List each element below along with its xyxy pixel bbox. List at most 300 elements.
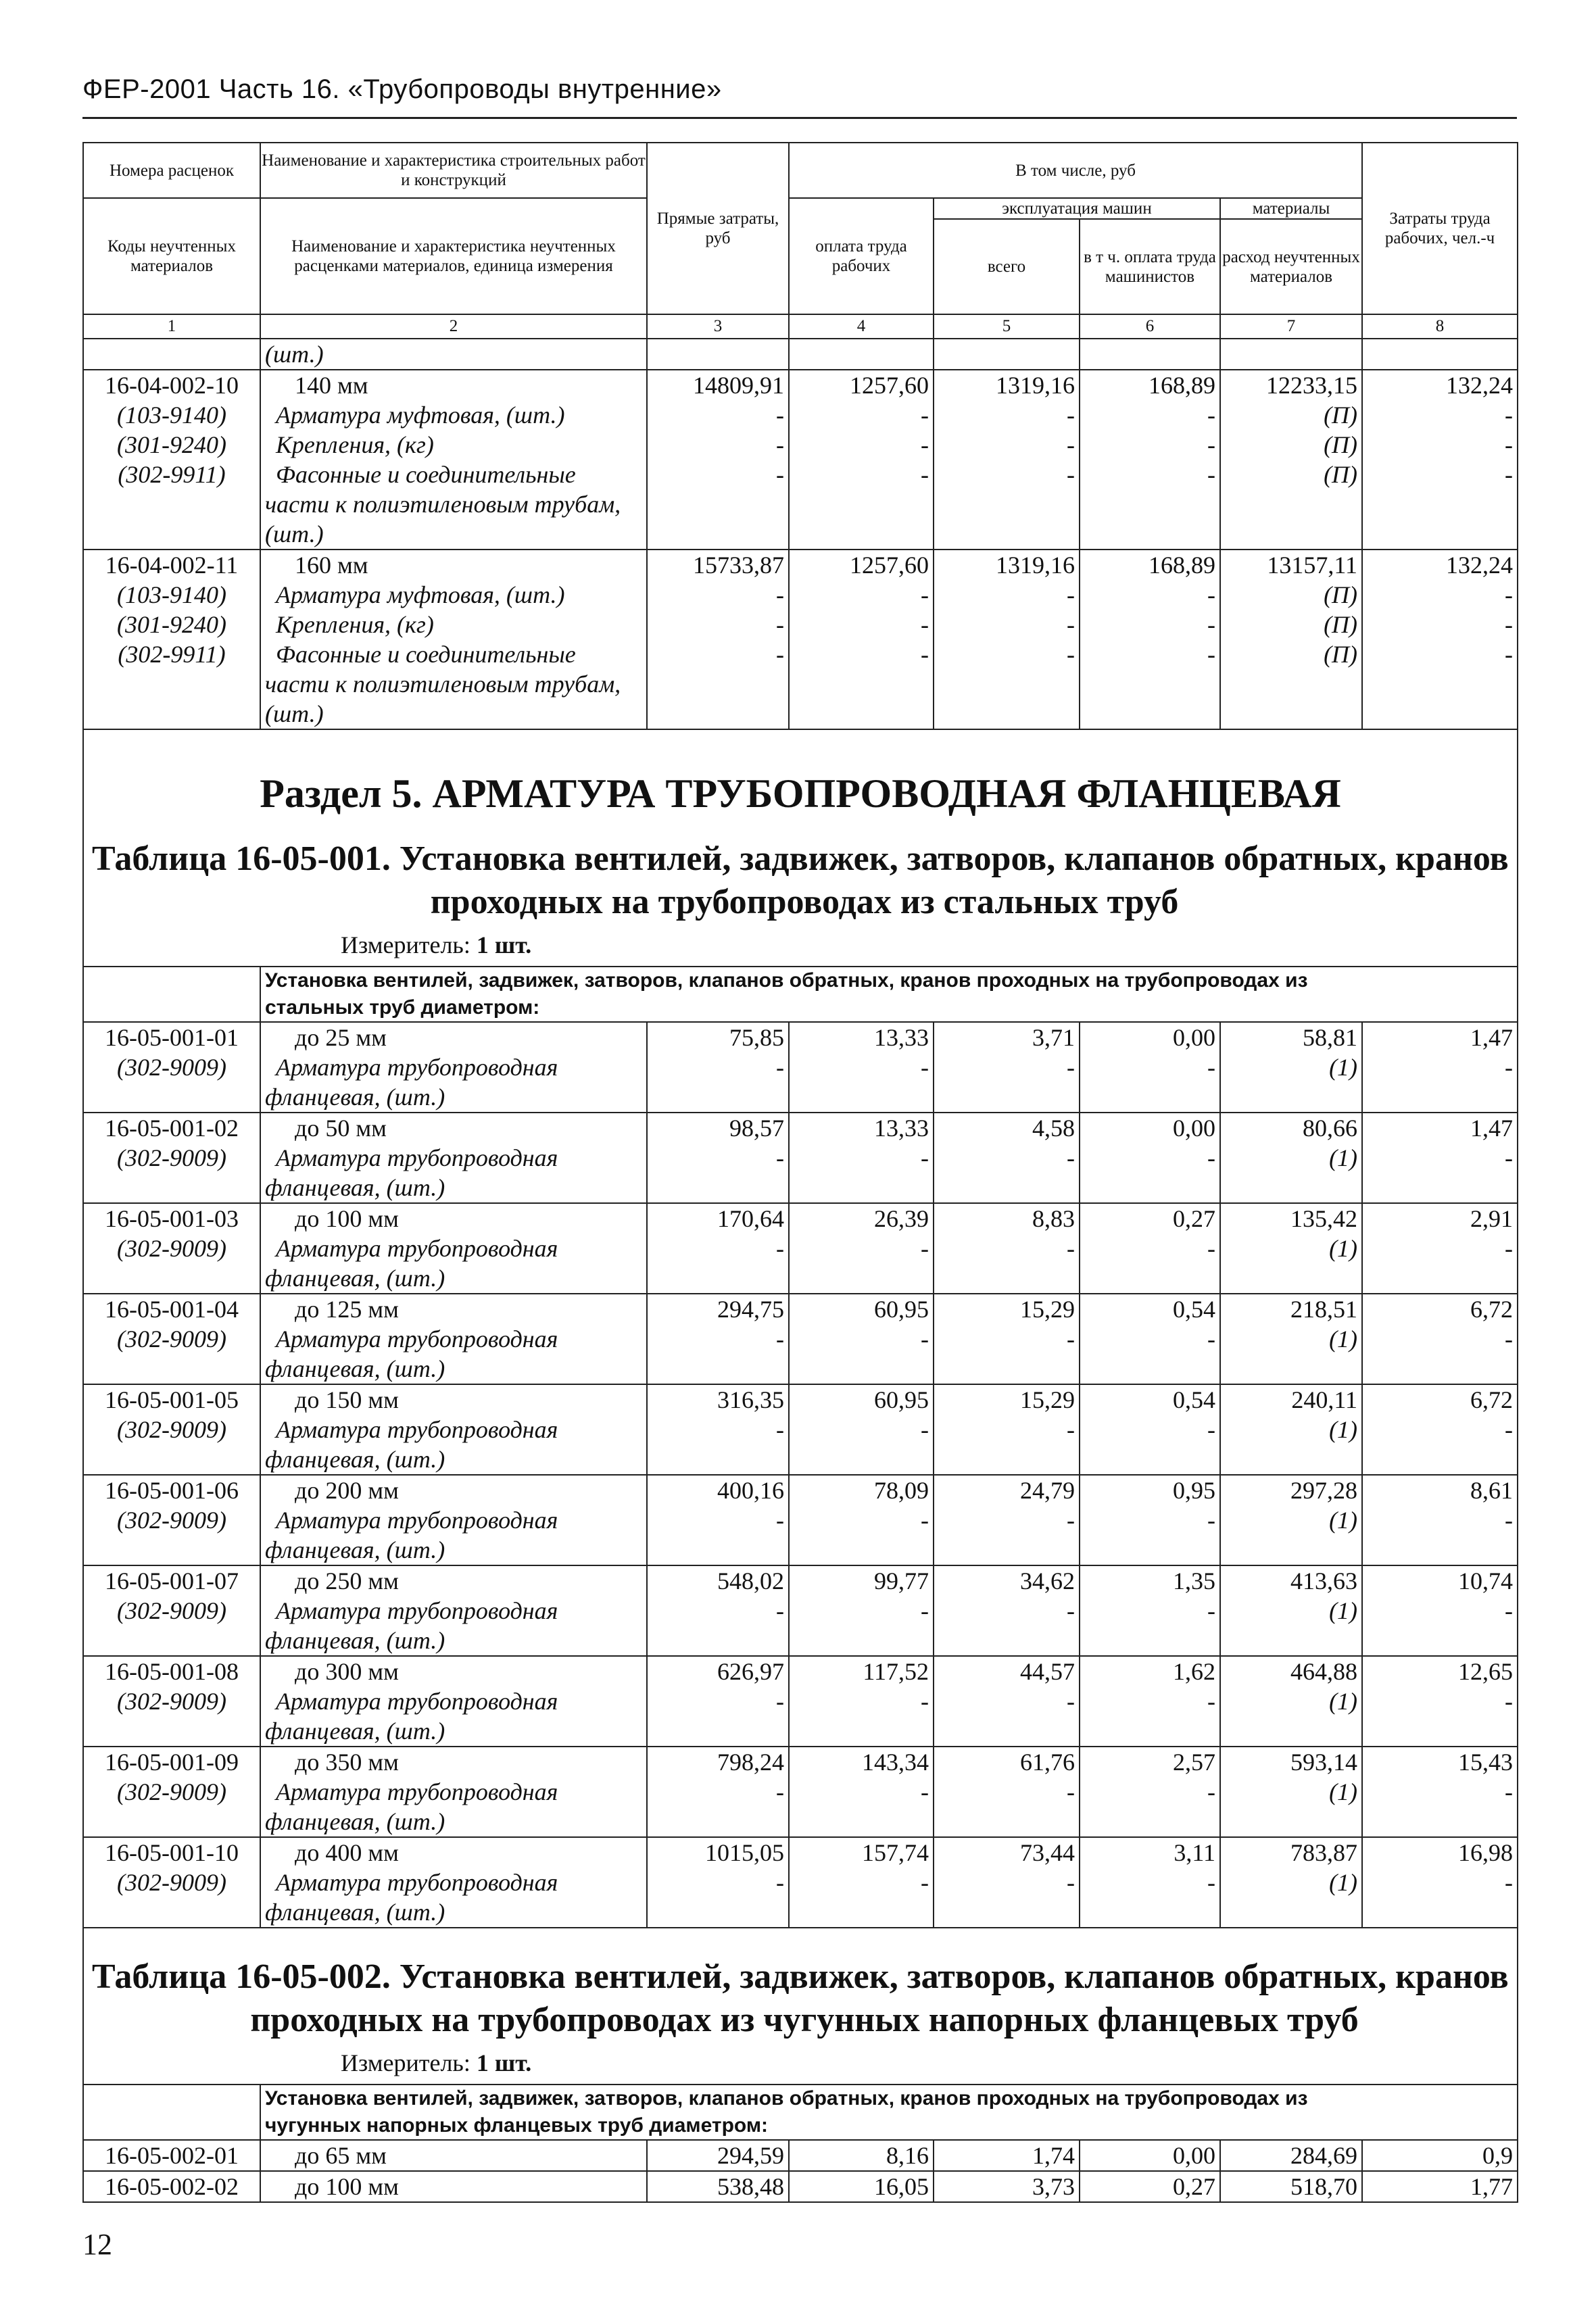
material-name: Арматура трубопроводная xyxy=(276,1235,558,1262)
machinists-pay-cell xyxy=(1080,1354,1220,1384)
col-num: 7 xyxy=(1220,314,1362,339)
table-row xyxy=(83,1565,1518,1596)
direct-cost-cell xyxy=(647,699,789,729)
labor-pay-cell xyxy=(789,1807,934,1837)
materials-cell: (1) xyxy=(1220,1415,1362,1444)
meter xyxy=(84,2049,1517,2077)
labor-hours-cell: 10,74 xyxy=(1362,1565,1518,1596)
labor-hours-cell: 132,24 xyxy=(1362,550,1518,580)
labor-hours-cell: 16,98 xyxy=(1362,1837,1518,1868)
labor-pay-cell: - xyxy=(789,400,934,430)
labor-hours-cell xyxy=(1362,519,1518,550)
labor-pay-cell: - xyxy=(789,1415,934,1444)
machinists-pay-cell xyxy=(1080,1807,1220,1837)
rate-code-cell xyxy=(83,1716,260,1747)
meter-value: 1 шт. xyxy=(476,2049,532,2076)
labor-hours-cell: 6,72 xyxy=(1362,1384,1518,1415)
labor-pay-cell: 78,09 xyxy=(789,1475,934,1505)
table-row xyxy=(83,489,1518,519)
machines-total-cell xyxy=(934,1807,1080,1837)
machinists-pay-cell xyxy=(1080,339,1220,370)
rate-code-cell: 16-05-002-01 xyxy=(83,2140,260,2171)
rate-code-cell: 16-05-001-05 xyxy=(83,1384,260,1415)
labor-hours-cell xyxy=(1362,1897,1518,1928)
work-name: до 200 мм xyxy=(295,1477,399,1504)
work-name: до 350 мм xyxy=(295,1749,399,1776)
materials-cell xyxy=(1220,489,1362,519)
materials-cell: 297,28 xyxy=(1220,1475,1362,1505)
labor-hours-cell: 12,65 xyxy=(1362,1656,1518,1686)
machinists-pay-cell xyxy=(1080,1897,1220,1928)
materials-cell xyxy=(1220,1807,1362,1837)
materials-cell: (П) xyxy=(1220,610,1362,639)
direct-cost-cell: 294,75 xyxy=(647,1294,789,1324)
labor-hours-cell: - xyxy=(1362,580,1518,610)
labor-hours-cell: - xyxy=(1362,1052,1518,1082)
work-name: до 100 мм xyxy=(295,1205,399,1232)
labor-pay-cell: 60,95 xyxy=(789,1294,934,1324)
col-num: 2 xyxy=(260,314,647,339)
direct-cost-cell: - xyxy=(647,1234,789,1263)
machinists-pay-cell: 168,89 xyxy=(1080,550,1220,580)
machines-total-cell: 1,74 xyxy=(934,2140,1080,2171)
material-name-cell: части к полиэтиленовым трубам, xyxy=(260,669,647,699)
labor-hours-cell xyxy=(1362,489,1518,519)
table-row xyxy=(83,1596,1518,1626)
machines-total-cell: - xyxy=(934,400,1080,430)
machines-total-cell xyxy=(934,669,1080,699)
machines-total-cell: 15,29 xyxy=(934,1294,1080,1324)
work-name-cell xyxy=(260,2140,647,2171)
labor-pay-cell xyxy=(789,1716,934,1747)
meter-label: Измеритель: xyxy=(341,931,470,958)
machines-total-cell xyxy=(934,1082,1080,1113)
work-name: до 150 мм xyxy=(295,1386,399,1413)
material-code-cell: (302-9009) xyxy=(83,1234,260,1263)
rate-code-cell xyxy=(83,1535,260,1565)
materials-cell xyxy=(1220,669,1362,699)
rate-code-cell xyxy=(83,339,260,370)
direct-cost-cell: - xyxy=(647,1505,789,1535)
labor-hours-cell xyxy=(1362,1173,1518,1203)
materials-cell: (П) xyxy=(1220,460,1362,489)
materials-cell xyxy=(1220,339,1362,370)
material-name: Арматура трубопроводная xyxy=(276,1416,558,1443)
direct-cost-cell: - xyxy=(647,1052,789,1082)
material-name-cell xyxy=(260,1415,647,1444)
labor-pay-cell: 157,74 xyxy=(789,1837,934,1868)
direct-cost-cell: - xyxy=(647,639,789,669)
material-name-cell: фланцевая, (шт.) xyxy=(260,1897,647,1928)
table-description xyxy=(260,2085,1518,2140)
table-row xyxy=(83,1324,1518,1354)
machines-total-cell: - xyxy=(934,1415,1080,1444)
material-name-cell xyxy=(260,430,647,460)
description-line: стальных труб диаметром: xyxy=(265,996,540,1019)
materials-cell xyxy=(1220,1897,1362,1928)
rate-code-cell: 16-04-002-11 xyxy=(83,550,260,580)
direct-cost-cell xyxy=(647,1444,789,1475)
material-name: Крепления, (кг) xyxy=(276,431,434,458)
machines-total-cell: - xyxy=(934,1234,1080,1263)
meter xyxy=(84,931,1517,959)
materials-cell xyxy=(1220,699,1362,729)
labor-hours-cell xyxy=(1362,1082,1518,1113)
work-name: до 65 мм xyxy=(295,2142,387,2169)
machines-total-cell: 34,62 xyxy=(934,1565,1080,1596)
table-16-05-001-body xyxy=(83,967,1518,1928)
labor-hours-cell: - xyxy=(1362,1234,1518,1263)
labor-hours-cell xyxy=(1362,1444,1518,1475)
labor-pay-cell: 143,34 xyxy=(789,1747,934,1777)
materials-cell: 518,70 xyxy=(1220,2171,1362,2202)
material-name-cell: фланцевая, (шт.) xyxy=(260,1716,647,1747)
material-code-cell: (302-9009) xyxy=(83,1143,260,1173)
col-header-machines-total: всего xyxy=(934,219,1080,314)
machinists-pay-cell: 168,89 xyxy=(1080,370,1220,400)
materials-cell xyxy=(1220,1354,1362,1384)
machines-total-cell: 8,83 xyxy=(934,1203,1080,1234)
machines-total-cell: 3,73 xyxy=(934,2171,1080,2202)
materials-cell: 13157,11 xyxy=(1220,550,1362,580)
table-title-line: Таблица 16-05-002. Установка вентилей, задвижек, затворов, клапанов обратных, кранов xyxy=(92,1957,1509,1996)
direct-cost-cell: 170,64 xyxy=(647,1203,789,1234)
material-code-cell: (302-9009) xyxy=(83,1596,260,1626)
work-name-cell xyxy=(260,1837,647,1868)
labor-hours-cell: - xyxy=(1362,1415,1518,1444)
work-name-cell xyxy=(260,1475,647,1505)
rate-code-cell: 16-05-001-01 xyxy=(83,1022,260,1052)
table-row xyxy=(83,1263,1518,1294)
machines-total-cell xyxy=(934,1444,1080,1475)
machinists-pay-cell xyxy=(1080,1535,1220,1565)
machinists-pay-cell: - xyxy=(1080,1777,1220,1807)
table-row xyxy=(83,1203,1518,1234)
machines-total-cell: - xyxy=(934,1324,1080,1354)
table-16-05-002-body xyxy=(83,2085,1518,2202)
material-name-cell xyxy=(260,639,647,669)
work-name-cell: (шт.) xyxy=(260,339,647,370)
materials-cell: (П) xyxy=(1220,430,1362,460)
machines-total-cell xyxy=(934,1535,1080,1565)
table-row xyxy=(83,1626,1518,1656)
header-rule xyxy=(82,117,1517,119)
labor-pay-cell: 1257,60 xyxy=(789,550,934,580)
table-row xyxy=(83,519,1518,550)
table-row xyxy=(83,699,1518,729)
labor-pay-cell: 1257,60 xyxy=(789,370,934,400)
materials-cell: (1) xyxy=(1220,1686,1362,1716)
work-name: до 250 мм xyxy=(295,1567,399,1594)
labor-hours-cell: - xyxy=(1362,1505,1518,1535)
materials-cell: (1) xyxy=(1220,1868,1362,1897)
labor-hours-cell: 1,47 xyxy=(1362,1022,1518,1052)
material-code-cell: (302-9009) xyxy=(83,1868,260,1897)
document-body xyxy=(82,142,1517,2203)
direct-cost-cell: 316,35 xyxy=(647,1384,789,1415)
direct-cost-cell: - xyxy=(647,1686,789,1716)
materials-cell xyxy=(1220,1535,1362,1565)
table-row xyxy=(83,669,1518,699)
labor-hours-cell: - xyxy=(1362,1324,1518,1354)
material-name-cell: фланцевая, (шт.) xyxy=(260,1354,647,1384)
direct-cost-cell xyxy=(647,1535,789,1565)
material-name: Крепления, (кг) xyxy=(276,611,434,638)
labor-pay-cell: 8,16 xyxy=(789,2140,934,2171)
section-title: Раздел 5. АРМАТУРА ТРУБОПРОВОДНАЯ ФЛАНЦЕВАЯ xyxy=(260,771,1341,816)
material-code-cell: (302-9911) xyxy=(83,639,260,669)
machinists-pay-cell xyxy=(1080,1626,1220,1656)
material-name-cell: (шт.) xyxy=(260,519,647,550)
material-name-cell xyxy=(260,610,647,639)
work-name: до 25 мм xyxy=(295,1024,387,1051)
table-row xyxy=(83,1897,1518,1928)
machines-total-cell: - xyxy=(934,1505,1080,1535)
materials-cell: (1) xyxy=(1220,1324,1362,1354)
description-line: Установка вентилей, задвижек, затворов, клапанов обратных, кранов проходных на трубопроводах из xyxy=(265,969,1308,992)
table-row xyxy=(83,1022,1518,1052)
labor-hours-cell: - xyxy=(1362,610,1518,639)
materials-cell: 464,88 xyxy=(1220,1656,1362,1686)
table-row xyxy=(83,1082,1518,1113)
rate-code-cell: 16-05-001-09 xyxy=(83,1747,260,1777)
rate-code-cell: 16-05-001-03 xyxy=(83,1203,260,1234)
labor-pay-cell xyxy=(789,1626,934,1656)
col-num: 6 xyxy=(1080,314,1220,339)
machinists-pay-cell xyxy=(1080,669,1220,699)
table-row xyxy=(83,1173,1518,1203)
machinists-pay-cell: - xyxy=(1080,1596,1220,1626)
table-16-05-001-title xyxy=(84,837,1517,924)
materials-cell: (П) xyxy=(1220,400,1362,430)
work-name-cell xyxy=(260,1747,647,1777)
description-line: Установка вентилей, задвижек, затворов, клапанов обратных, кранов проходных на трубопроводах из xyxy=(265,2087,1308,2110)
materials-cell: 783,87 xyxy=(1220,1837,1362,1868)
materials-cell: (1) xyxy=(1220,1505,1362,1535)
labor-hours-cell xyxy=(1362,699,1518,729)
rate-code-cell: 16-05-001-02 xyxy=(83,1113,260,1143)
direct-cost-cell: - xyxy=(647,1777,789,1807)
rate-code-cell: 16-05-001-10 xyxy=(83,1837,260,1868)
labor-hours-cell: - xyxy=(1362,430,1518,460)
machines-total-cell: - xyxy=(934,1686,1080,1716)
machinists-pay-cell xyxy=(1080,699,1220,729)
material-name: Арматура трубопроводная xyxy=(276,1144,558,1171)
labor-pay-cell: - xyxy=(789,580,934,610)
machines-total-cell: - xyxy=(934,430,1080,460)
direct-cost-cell xyxy=(647,339,789,370)
table-row xyxy=(83,370,1518,400)
machinists-pay-cell: - xyxy=(1080,400,1220,430)
direct-cost-cell: - xyxy=(647,1143,789,1173)
section-5-block xyxy=(83,729,1518,967)
labor-hours-cell xyxy=(1362,1626,1518,1656)
material-name: Арматура трубопроводная xyxy=(276,1054,558,1081)
material-name-cell xyxy=(260,1868,647,1897)
material-name-cell: фланцевая, (шт.) xyxy=(260,1173,647,1203)
work-name-cell xyxy=(260,1203,647,1234)
table-16-05-002-title xyxy=(84,1955,1517,2042)
labor-pay-cell: - xyxy=(789,1868,934,1897)
machines-total-cell: - xyxy=(934,1596,1080,1626)
labor-pay-cell: - xyxy=(789,639,934,669)
machines-total-cell: 3,71 xyxy=(934,1022,1080,1052)
material-code-cell: (302-9009) xyxy=(83,1324,260,1354)
material-name-cell: фланцевая, (шт.) xyxy=(260,1807,647,1837)
machines-total-cell xyxy=(934,489,1080,519)
meter-value: 1 шт. xyxy=(476,931,532,958)
machinists-pay-cell: 0,95 xyxy=(1080,1475,1220,1505)
material-name-cell xyxy=(260,580,647,610)
labor-hours-cell: - xyxy=(1362,400,1518,430)
table-16-05-002-head xyxy=(83,1928,1518,2085)
material-name: Фасонные и соединительные xyxy=(276,641,576,668)
material-name-cell xyxy=(260,1052,647,1082)
labor-pay-cell xyxy=(789,669,934,699)
machines-total-cell: 24,79 xyxy=(934,1475,1080,1505)
direct-cost-cell: - xyxy=(647,400,789,430)
labor-hours-cell: 132,24 xyxy=(1362,370,1518,400)
labor-pay-cell: 60,95 xyxy=(789,1384,934,1415)
work-name: 160 мм xyxy=(295,552,368,579)
material-name: Арматура муфтовая, (шт.) xyxy=(276,401,565,429)
table-row xyxy=(83,1777,1518,1807)
labor-pay-cell: 13,33 xyxy=(789,1022,934,1052)
material-code-cell: (302-9009) xyxy=(83,1686,260,1716)
materials-cell: 58,81 xyxy=(1220,1022,1362,1052)
work-name-cell xyxy=(260,1113,647,1143)
col-header-machines: эксплуатация машин xyxy=(934,198,1220,219)
rate-code-cell xyxy=(83,699,260,729)
material-code-cell: (302-9911) xyxy=(83,460,260,489)
labor-hours-cell xyxy=(1362,1263,1518,1294)
direct-cost-cell xyxy=(647,1626,789,1656)
work-name-cell xyxy=(260,1656,647,1686)
direct-cost-cell: - xyxy=(647,460,789,489)
table-row xyxy=(83,550,1518,580)
labor-hours-cell: - xyxy=(1362,639,1518,669)
machinists-pay-cell: - xyxy=(1080,639,1220,669)
direct-cost-cell: 294,59 xyxy=(647,2140,789,2171)
labor-pay-cell: 99,77 xyxy=(789,1565,934,1596)
material-name-cell: фланцевая, (шт.) xyxy=(260,1626,647,1656)
machinists-pay-cell xyxy=(1080,1173,1220,1203)
machines-total-cell: - xyxy=(934,610,1080,639)
labor-hours-cell xyxy=(1362,1354,1518,1384)
materials-cell: 12233,15 xyxy=(1220,370,1362,400)
material-code-cell: (302-9009) xyxy=(83,1505,260,1535)
rate-code-cell xyxy=(83,1173,260,1203)
labor-hours-cell: - xyxy=(1362,1777,1518,1807)
rate-code-cell xyxy=(83,2085,260,2140)
col-header-name-bottom: Наименование и характеристика неучтенных расценками материалов, единица измерения xyxy=(260,198,647,314)
rate-code-cell xyxy=(83,1263,260,1294)
labor-pay-cell: - xyxy=(789,460,934,489)
table-row xyxy=(83,1837,1518,1868)
materials-cell: (1) xyxy=(1220,1596,1362,1626)
material-name: Арматура трубопроводная xyxy=(276,1507,558,1534)
labor-pay-cell: - xyxy=(789,1234,934,1263)
labor-pay-cell xyxy=(789,1535,934,1565)
materials-cell xyxy=(1220,1263,1362,1294)
labor-hours-cell xyxy=(1362,669,1518,699)
table-row xyxy=(83,460,1518,489)
machinists-pay-cell: - xyxy=(1080,1686,1220,1716)
work-name-cell xyxy=(260,1022,647,1052)
table-row xyxy=(83,1444,1518,1475)
labor-pay-cell xyxy=(789,1173,934,1203)
table-row xyxy=(83,1747,1518,1777)
work-name-cell xyxy=(260,550,647,580)
table-description xyxy=(260,967,1518,1022)
rate-code-cell xyxy=(83,967,260,1022)
material-code-cell: (302-9009) xyxy=(83,1777,260,1807)
col-num: 5 xyxy=(934,314,1080,339)
material-name-cell xyxy=(260,1596,647,1626)
labor-pay-cell: - xyxy=(789,1143,934,1173)
machinists-pay-cell: - xyxy=(1080,580,1220,610)
machinists-pay-cell: 0,54 xyxy=(1080,1294,1220,1324)
machinists-pay-cell: - xyxy=(1080,1143,1220,1173)
material-name: Арматура трубопроводная xyxy=(276,1778,558,1805)
labor-hours-cell: - xyxy=(1362,1596,1518,1626)
table-row xyxy=(83,1234,1518,1263)
machines-total-cell xyxy=(934,1716,1080,1747)
machinists-pay-cell: - xyxy=(1080,1868,1220,1897)
labor-pay-cell: - xyxy=(789,430,934,460)
material-name-cell: фланцевая, (шт.) xyxy=(260,1263,647,1294)
work-name-cell xyxy=(260,2171,647,2202)
direct-cost-cell xyxy=(647,519,789,550)
machines-total-cell xyxy=(934,1354,1080,1384)
table-row xyxy=(83,1113,1518,1143)
direct-cost-cell: 15733,87 xyxy=(647,550,789,580)
labor-pay-cell xyxy=(789,1263,934,1294)
machinists-pay-cell: 3,11 xyxy=(1080,1837,1220,1868)
machinists-pay-cell: - xyxy=(1080,1052,1220,1082)
labor-hours-cell xyxy=(1362,339,1518,370)
machinists-pay-cell xyxy=(1080,519,1220,550)
direct-cost-cell xyxy=(647,1354,789,1384)
table-row xyxy=(83,400,1518,430)
table-16-04-body xyxy=(83,339,1518,729)
table-row xyxy=(83,1354,1518,1384)
material-name-cell xyxy=(260,1234,647,1263)
labor-hours-cell: - xyxy=(1362,1868,1518,1897)
table-row xyxy=(83,339,1518,370)
machinists-pay-cell xyxy=(1080,1263,1220,1294)
machines-total-cell: - xyxy=(934,639,1080,669)
direct-cost-cell xyxy=(647,1263,789,1294)
materials-cell: 240,11 xyxy=(1220,1384,1362,1415)
machinists-pay-cell: - xyxy=(1080,1505,1220,1535)
materials-cell: (П) xyxy=(1220,580,1362,610)
col-header-labor: Затраты труда рабочих, чел.-ч xyxy=(1362,143,1518,314)
direct-cost-cell: 798,24 xyxy=(647,1747,789,1777)
material-code-cell: (301-9240) xyxy=(83,610,260,639)
col-num: 8 xyxy=(1362,314,1518,339)
page-number: 12 xyxy=(82,2228,112,2261)
labor-hours-cell: 2,91 xyxy=(1362,1203,1518,1234)
table-row xyxy=(83,1294,1518,1324)
table-row xyxy=(83,967,1518,1022)
col-header-including: В том числе, руб xyxy=(789,143,1362,198)
materials-cell xyxy=(1220,1626,1362,1656)
labor-hours-cell: - xyxy=(1362,460,1518,489)
machines-total-cell: - xyxy=(934,1143,1080,1173)
rate-code-cell xyxy=(83,519,260,550)
material-code-cell: (301-9240) xyxy=(83,430,260,460)
